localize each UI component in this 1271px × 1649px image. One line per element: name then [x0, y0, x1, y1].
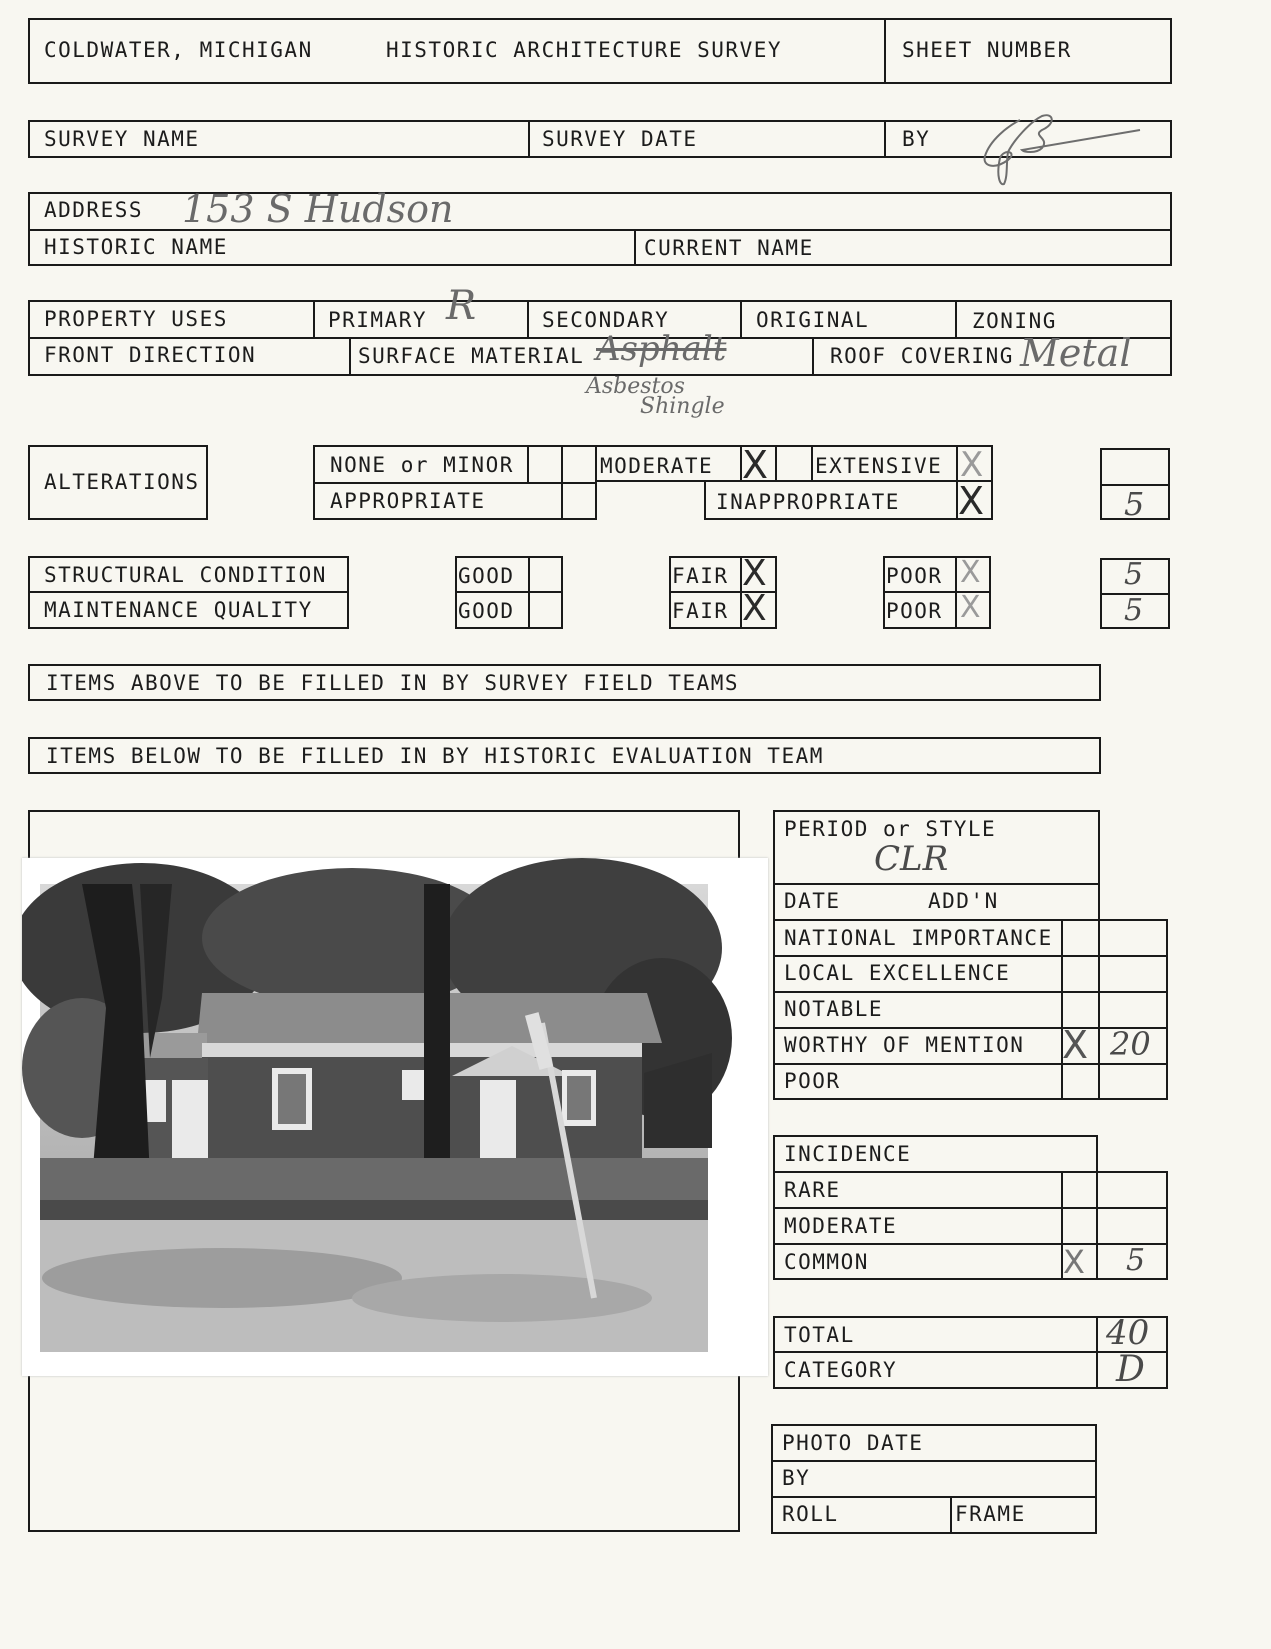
inappropriate-label: INAPPROPRIATE — [716, 490, 900, 514]
maintenance-fair-label: FAIR — [672, 599, 729, 623]
period-divider — [773, 883, 1100, 885]
moderate-label: MODERATE — [600, 454, 714, 478]
historic-name-label: HISTORIC NAME — [44, 235, 228, 259]
zoning-label: ZONING — [972, 309, 1057, 333]
surveyor-signature-mark — [960, 100, 1150, 192]
worthy-of-mention-label: WORTHY OF MENTION — [784, 1033, 1025, 1057]
photo-by-label: BY — [782, 1466, 811, 1490]
maintenance-quality-label: MAINTENANCE QUALITY — [44, 598, 313, 622]
maintenance-poor-label: POOR — [886, 599, 943, 623]
structural-fair-label: FAIR — [672, 564, 729, 588]
address-value: 153 S Hudson — [182, 187, 454, 231]
importance-divider-2 — [773, 991, 1168, 993]
rare-label: RARE — [784, 1178, 841, 1202]
notes-below-text: ITEMS BELOW TO BE FILLED IN BY HISTORIC EVALUATION TEAM — [46, 744, 824, 768]
address-divider-v — [634, 229, 636, 266]
condition-label-divider — [28, 591, 349, 593]
roof-covering-label: ROOF COVERING — [830, 344, 1014, 368]
maintenance-poor-mark: X — [960, 590, 981, 625]
total-label: TOTAL — [784, 1323, 855, 1347]
building-photograph — [22, 858, 768, 1376]
structural-score: 5 — [1124, 557, 1144, 592]
surface-material-note-1: Asbestos — [586, 374, 685, 399]
category-value: D — [1116, 1349, 1145, 1390]
total-value: 40 — [1106, 1313, 1150, 1353]
alterations-left-divider-v1 — [527, 445, 529, 482]
incidence-moderate-label: MODERATE — [784, 1214, 898, 1238]
common-score: 5 — [1126, 1243, 1146, 1278]
structural-poor-mark: X — [960, 555, 981, 590]
property-divider-4 — [955, 300, 957, 337]
worthy-score: 20 — [1110, 1025, 1151, 1063]
alterations-label: ALTERATIONS — [44, 470, 200, 494]
importance-divider-v1 — [1061, 919, 1063, 1100]
moderate-checkbox-mark: X — [742, 443, 769, 487]
maintenance-fair-mark: X — [742, 588, 767, 629]
common-mark: X — [1063, 1243, 1085, 1281]
alterations-right-divider-5 — [704, 482, 706, 520]
totals-divider-v — [1096, 1316, 1098, 1389]
incidence-divider-v2 — [1166, 1171, 1168, 1280]
photo-date-label: PHOTO DATE — [782, 1431, 924, 1455]
primary-label: PRIMARY — [328, 308, 428, 332]
roll-label: ROLL — [782, 1502, 839, 1526]
structural-good-label: GOOD — [458, 564, 515, 588]
survey-divider-1 — [528, 120, 530, 158]
incidence-divider-1 — [773, 1171, 1168, 1173]
property-divider-6 — [812, 337, 814, 376]
incidence-divider-2 — [773, 1207, 1168, 1209]
survey-name-label: SURVEY NAME — [44, 127, 200, 151]
period-label: PERIOD or STYLE — [784, 817, 997, 841]
property-divider-3 — [740, 300, 742, 337]
secondary-label: SECONDARY — [542, 308, 670, 332]
property-divider-2 — [527, 300, 529, 337]
importance-divider-4 — [773, 1063, 1168, 1065]
survey-date-label: SURVEY DATE — [542, 127, 698, 151]
alterations-right-divider-2 — [775, 445, 777, 482]
original-label: ORIGINAL — [756, 308, 870, 332]
sheet-number-label: SHEET NUMBER — [902, 38, 1072, 62]
front-direction-label: FRONT DIRECTION — [44, 343, 257, 367]
incidence-divider-4 — [1096, 1278, 1168, 1280]
notable-label: NOTABLE — [784, 997, 884, 1021]
importance-divider-3 — [773, 1027, 1168, 1029]
alterations-left-divider-v2 — [561, 445, 563, 520]
incidence-label: INCIDENCE — [784, 1142, 912, 1166]
property-divider-5 — [349, 337, 351, 376]
property-uses-label: PROPERTY USES — [44, 307, 228, 331]
importance-divider-1 — [773, 955, 1168, 957]
maintenance-good-label: GOOD — [458, 599, 515, 623]
poor-divider-v — [955, 556, 957, 629]
common-label: COMMON — [784, 1250, 869, 1274]
alterations-right-divider-3 — [811, 445, 813, 482]
addn-label: ADD'N — [928, 889, 999, 913]
alterations-score: 5 — [1124, 485, 1145, 523]
alterations-left-divider-h — [313, 482, 597, 484]
notes-above-text: ITEMS ABOVE TO BE FILLED IN BY SURVEY FIELD TEAMS — [46, 671, 740, 695]
national-importance-label: NATIONAL IMPORTANCE — [784, 926, 1053, 950]
incidence-divider-3 — [773, 1243, 1168, 1245]
surface-material-label: SURFACE MATERIAL — [358, 344, 585, 368]
evaluation-poor-label: POOR — [784, 1069, 841, 1093]
category-label: CATEGORY — [784, 1358, 898, 1382]
worthy-mark: X — [1062, 1023, 1089, 1067]
photo-info-divider-2 — [771, 1496, 1097, 1498]
extensive-checkbox-mark: X — [960, 445, 984, 485]
none-minor-label: NONE or MINOR — [330, 453, 514, 477]
structural-condition-label: STRUCTURAL CONDITION — [44, 563, 327, 587]
primary-value: R — [446, 283, 477, 329]
surface-material-struck: Asphalt — [596, 329, 727, 369]
survey-by-label: BY — [902, 127, 931, 151]
property-divider-1 — [313, 300, 315, 337]
current-name-label: CURRENT NAME — [644, 236, 814, 260]
frame-label: FRAME — [955, 1502, 1026, 1526]
date-label: DATE — [784, 889, 841, 913]
survey-title: HISTORIC ARCHITECTURE SURVEY — [386, 38, 783, 62]
local-excellence-label: LOCAL EXCELLENCE — [784, 961, 1011, 985]
alterations-right-divider-6 — [991, 482, 993, 520]
location-label: COLDWATER, MICHIGAN — [44, 38, 313, 62]
address-label: ADDRESS — [44, 198, 144, 222]
alterations-bottom-line — [704, 518, 993, 520]
structural-fair-mark: X — [742, 553, 767, 594]
appropriate-label: APPROPRIATE — [330, 489, 486, 513]
extensive-label: EXTENSIVE — [815, 454, 943, 478]
photo-info-divider-v — [950, 1496, 952, 1534]
header-divider — [884, 18, 886, 84]
good-divider-h — [455, 591, 563, 593]
roof-covering-value: Metal — [1020, 331, 1132, 375]
photo-info-divider-1 — [771, 1460, 1097, 1462]
good-divider-v — [528, 556, 530, 629]
surface-material-note-2: Shingle — [640, 394, 725, 419]
importance-divider-v2 — [1098, 919, 1100, 1100]
structural-poor-label: POOR — [886, 564, 943, 588]
maintenance-score: 5 — [1124, 593, 1144, 628]
inappropriate-checkbox-mark: X — [958, 479, 985, 523]
period-value: CLR — [874, 839, 949, 879]
survey-divider-2 — [884, 120, 886, 158]
